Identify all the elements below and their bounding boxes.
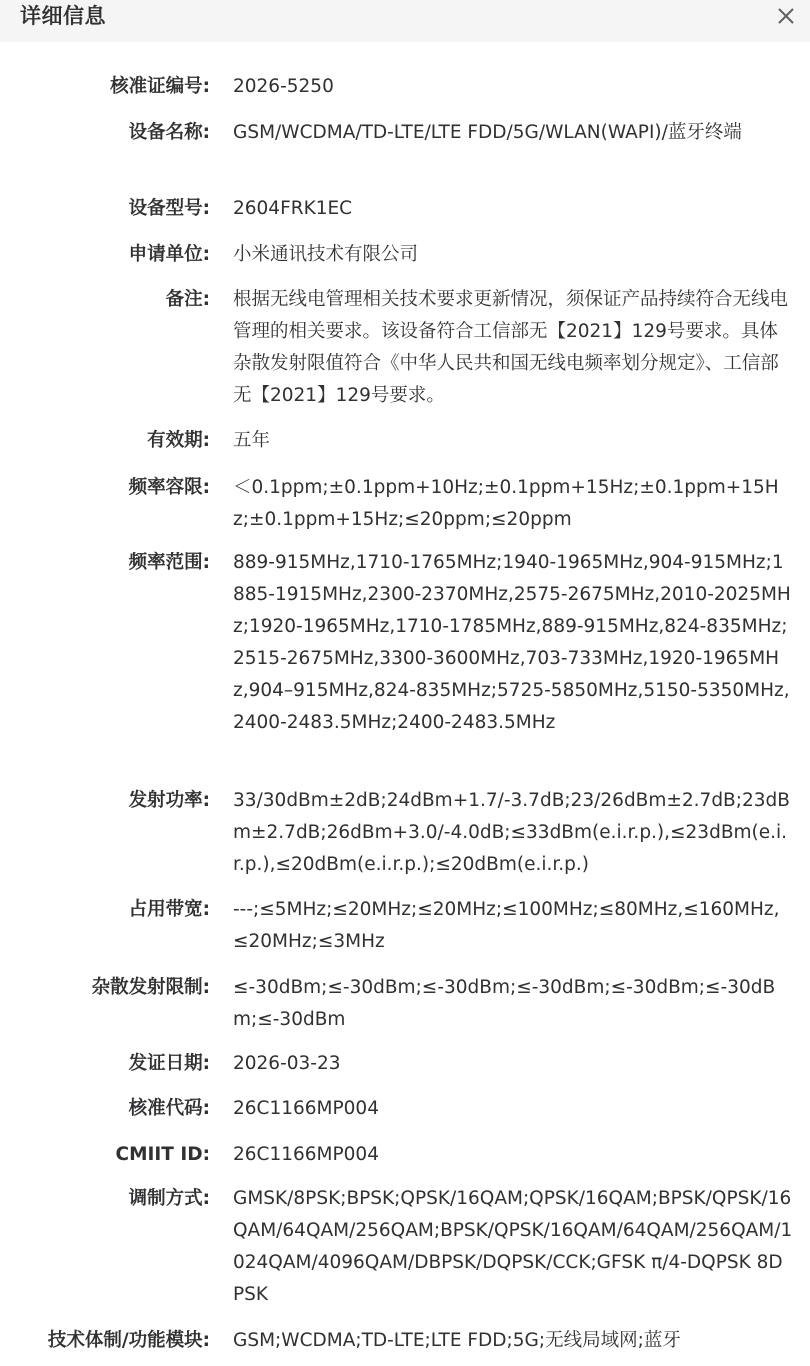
field-label: 核准代码: — [128, 1098, 210, 1119]
field-label: 技术体制/功能模块: — [47, 1330, 210, 1351]
field-value: 根据无线电管理相关技术要求更新情况，须保证产品持续符合无线电管理的相关要求。该设备符合工信部无【2021】129号要求。具体杂散发射限值符合《中华人民共和国无线电频率划分规定》、工信部无【2021】129号要求。 — [233, 289, 789, 406]
field-label: CMIIT ID: — [115, 1144, 210, 1165]
field-label: 申请单位: — [128, 244, 210, 265]
field-label: 备注: — [165, 289, 210, 310]
dialog-title: 详细信息 — [20, 4, 106, 28]
field-value: ≤-30dBm;≤-30dBm;≤-30dBm;≤-30dBm;≤-30dBm;≤-30dBm;≤-30dBm — [233, 977, 776, 1030]
field-label: 发射功率: — [128, 790, 210, 811]
field-label: 有效期: — [147, 430, 210, 451]
field-label: 调制方式: — [128, 1188, 210, 1209]
field-value: 26C1166MP004 — [233, 1144, 379, 1165]
close-icon[interactable] — [774, 4, 798, 28]
field-value: 26C1166MP004 — [233, 1098, 379, 1119]
field-label: 频率容限: — [128, 477, 210, 498]
field-value: GSM;WCDMA;TD-LTE;LTE FDD;5G;无线局域网;蓝牙 — [233, 1330, 681, 1351]
field-value: 2604FRK1EC — [233, 198, 353, 219]
field-value: GSM/WCDMA/TD-LTE/LTE FDD/5G/WLAN(WAPI)/蓝牙终端 — [233, 122, 742, 143]
field-value: 33/30dBm±2dB;24dBm+1.7/-3.7dB;23/26dBm±2.7dB;23dBm±2.7dB;26dBm+3.0/-4.0dB;≤33dBm(e.i.r.p.),≤23dBm(e.i.r.p.),≤20dBm(e.i.r.p.);≤20dBm(e.i.r.p.) — [233, 790, 790, 875]
field-label: 设备型号: — [128, 198, 210, 219]
field-value: 2026-03-23 — [233, 1053, 341, 1074]
field-value: 小米通讯技术有限公司 — [233, 244, 419, 265]
field-value: ＜0.1ppm;±0.1ppm+10Hz;±0.1ppm+15Hz;±0.1ppm+15Hz;±0.1ppm+15Hz;≤20ppm;≤20ppm — [233, 477, 779, 530]
field-label: 发证日期: — [128, 1053, 210, 1074]
field-value: 2026-5250 — [233, 76, 334, 97]
field-value: 889-915MHz,1710-1765MHz;1940-1965MHz,904-915MHz;1885-1915MHz,2300-2370MHz,2575-2675MHz,2010-2025MHz;1920-1965MHz,1710-1785MHz,889-915MHz,824-835MHz;2515-2675MHz,3300-3600MHz,703-733MHz,1920-1965MHz,904–915MHz,824-835MHz;5725-5850MHz,5150-5350MHz,2400-2483.5MHz;2400-2483.5MHz — [233, 552, 791, 733]
field-label: 设备名称: — [128, 122, 210, 143]
field-value: GMSK/8PSK;BPSK;QPSK/16QAM;QPSK/16QAM;BPSK/QPSK/16QAM/64QAM/256QAM;BPSK/QPSK/16QAM/64QAM/256QAM/1024QAM/4096QAM/DBPSK/DQPSK/CCK;GFSK π/4-DQPSK 8DPSK — [233, 1188, 793, 1305]
field-value: ---;≤5MHz;≤20MHz;≤20MHz;≤100MHz;≤80MHz,≤160MHz,≤20MHz;≤3MHz — [233, 899, 780, 952]
field-label: 杂散发射限制: — [91, 977, 210, 998]
field-label: 核准证编号: — [110, 76, 210, 97]
field-label: 占用带宽: — [128, 899, 210, 920]
dialog-header — [0, 0, 810, 42]
field-value: 五年 — [233, 430, 271, 451]
field-label: 频率范围: — [128, 552, 210, 573]
